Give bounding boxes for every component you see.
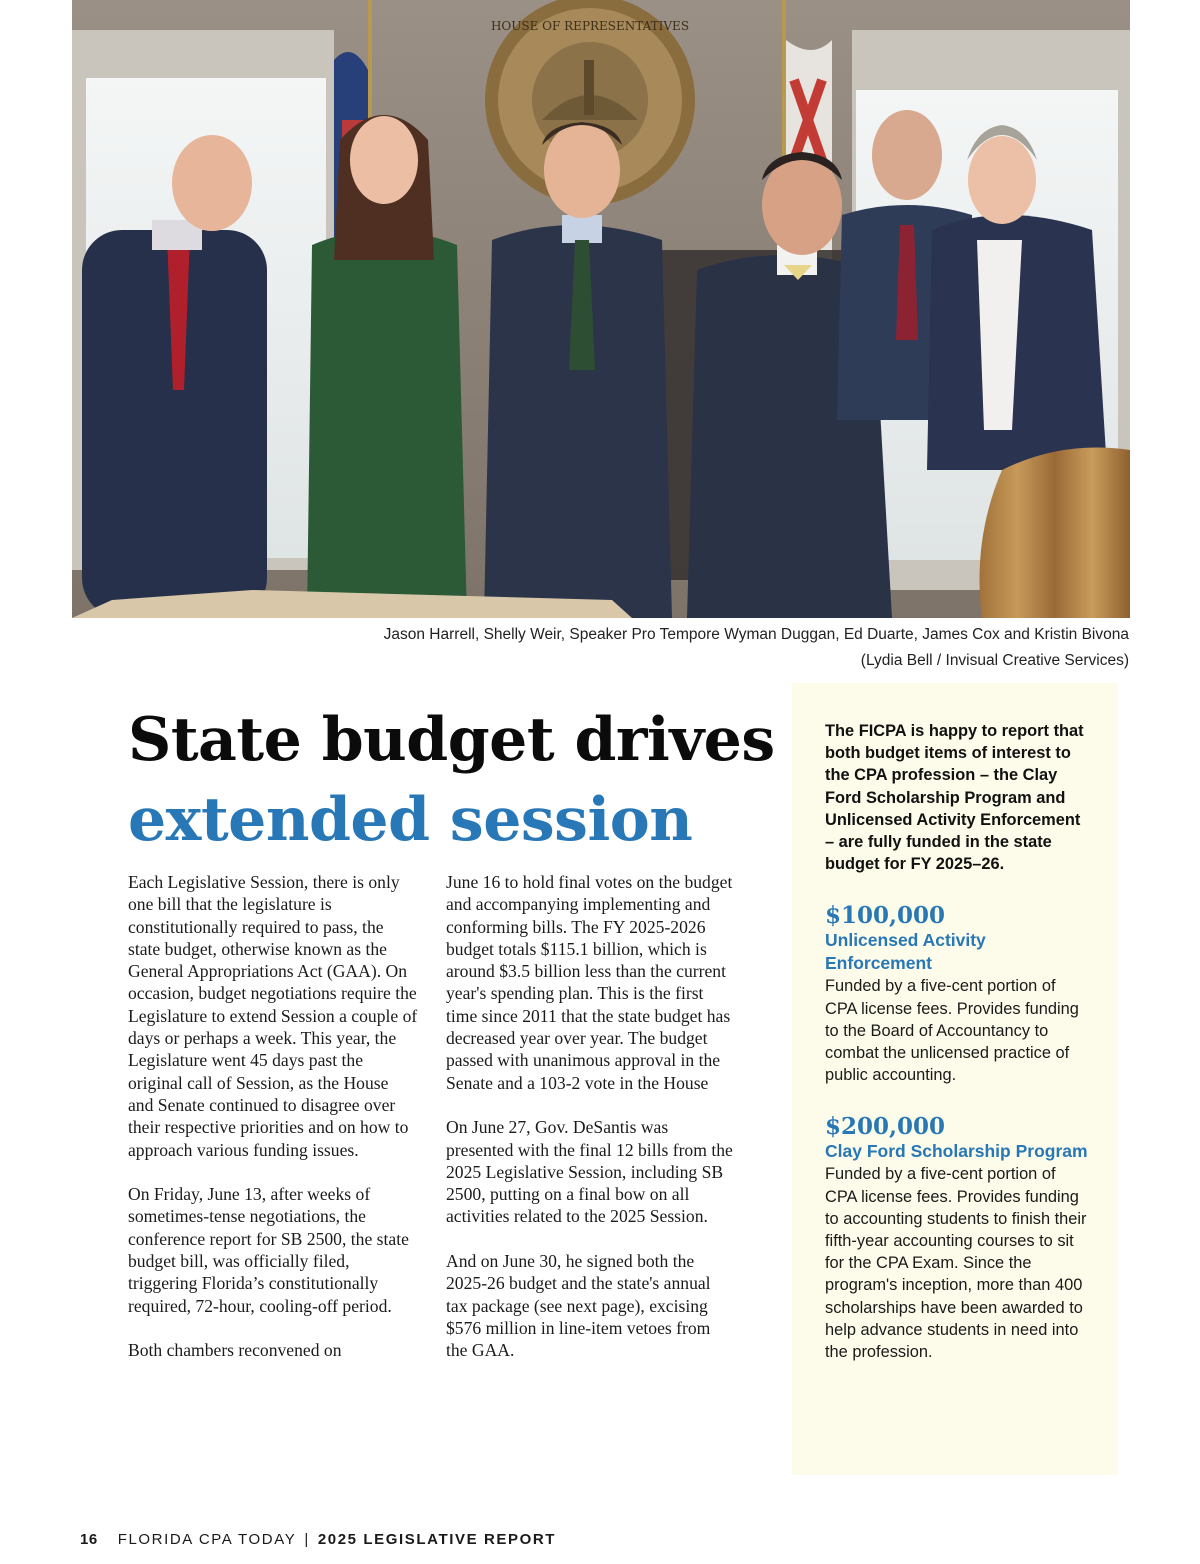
page-footer (80, 1531, 556, 1548)
paragraph: On June 27, Gov. DeSantis was presented with the final 12 bills from the 2025 Legislative Session, including SB 2500, putting on a final bow on all activities related to the 2025 Session. (446, 1117, 733, 1227)
paragraph: Each Legislative Session, there is only one bill that the legislature is constitutionally required to pass, the state budget, otherwise known as the General Appropriations Act (GAA). On occasion, budget negotiations require the Legislature to extend Session a couple of days or perhaps a week. This year, the Legislature went 45 days past the original call of Session, as the House and Senate continued to disagree over their respective priorities and on how to approach various funding issues. (128, 872, 418, 1160)
chair (980, 448, 1131, 619)
paragraph: On Friday, June 13, after weeks of sometimes-tense negotiations, the conference report for SB 2500, the state budget bill, was officially filed, triggering Florida’s constitutionally required, 72-hour, cooling-off period. (128, 1184, 409, 1316)
article-headline (128, 700, 775, 860)
article-column-1 (128, 871, 418, 1384)
sidebar-intro: The FICPA is happy to report that both budget items of interest to the CPA profession – the Clay Ford Scholarship Program and Unlicensed Activity Enforcement – are fully funded in the state budget for FY 2025–26. (825, 722, 1084, 874)
photo-caption-credit: (Lydia Bell / Invisual Creative Services) (860, 652, 1129, 669)
page-number: 16 (80, 1531, 98, 1548)
group-photo (72, 0, 1130, 618)
report-name: 2025 LEGISLATIVE REPORT (317, 1531, 557, 1548)
footer-separator: | (304, 1531, 310, 1548)
funding-description: Funded by a five-cent portion of CPA license fees. Provides funding to accounting students to finish their fifth-year accounting courses to sit for the CPA Exam. Since the program's inception, more than 400 scholarships have been awarded to help advance students in need into the profession. (825, 1165, 1087, 1362)
headline-line-2: extended session (128, 785, 693, 855)
paragraph: And on June 30, he signed both the 2025-26 budget and the state's annual tax package (see next page), excising $576 million in line-item vetoes from the GAA. (446, 1251, 711, 1361)
headline-line-1: State budget drives (128, 705, 775, 775)
funding-item (825, 903, 1090, 1086)
funding-title: Clay Ford Scholarship Program (825, 1141, 1088, 1162)
paragraph: June 16 to hold final votes on the budget and accompanying implementing and conforming bills. The FY 2025-2026 budget totals $115.1 billion, which is around $3.5 billion less than the current year's spending plan. This is the first time since 2011 that the state budget has decreased year over year. The budget passed with unanimous approval in the Senate and a 103-2 vote in the House (446, 872, 733, 1093)
photo-caption-names: Jason Harrell, Shelly Weir, Speaker Pro Tempore Wyman Duggan, Ed Duarte, James Cox and Kristin Bivona (383, 626, 1129, 643)
funding-title: Unlicensed Activity Enforcement (825, 930, 986, 974)
seal-text-top: HOUSE OF REPRESENTATIVES (490, 19, 690, 33)
funding-amount: $100,000 (825, 902, 946, 930)
article-column-2 (446, 871, 736, 1384)
funding-amount: $200,000 (825, 1113, 946, 1141)
publication-name: FLORIDA CPA TODAY (117, 1531, 297, 1548)
funding-item (825, 1114, 1090, 1363)
funding-description: Funded by a five-cent portion of CPA license fees. Provides funding to the Board of Accountancy to combat the unlicensed practice of public accounting. (825, 977, 1079, 1085)
funding-sidebar (792, 683, 1118, 1475)
paragraph: Both chambers reconvened on (128, 1340, 342, 1361)
